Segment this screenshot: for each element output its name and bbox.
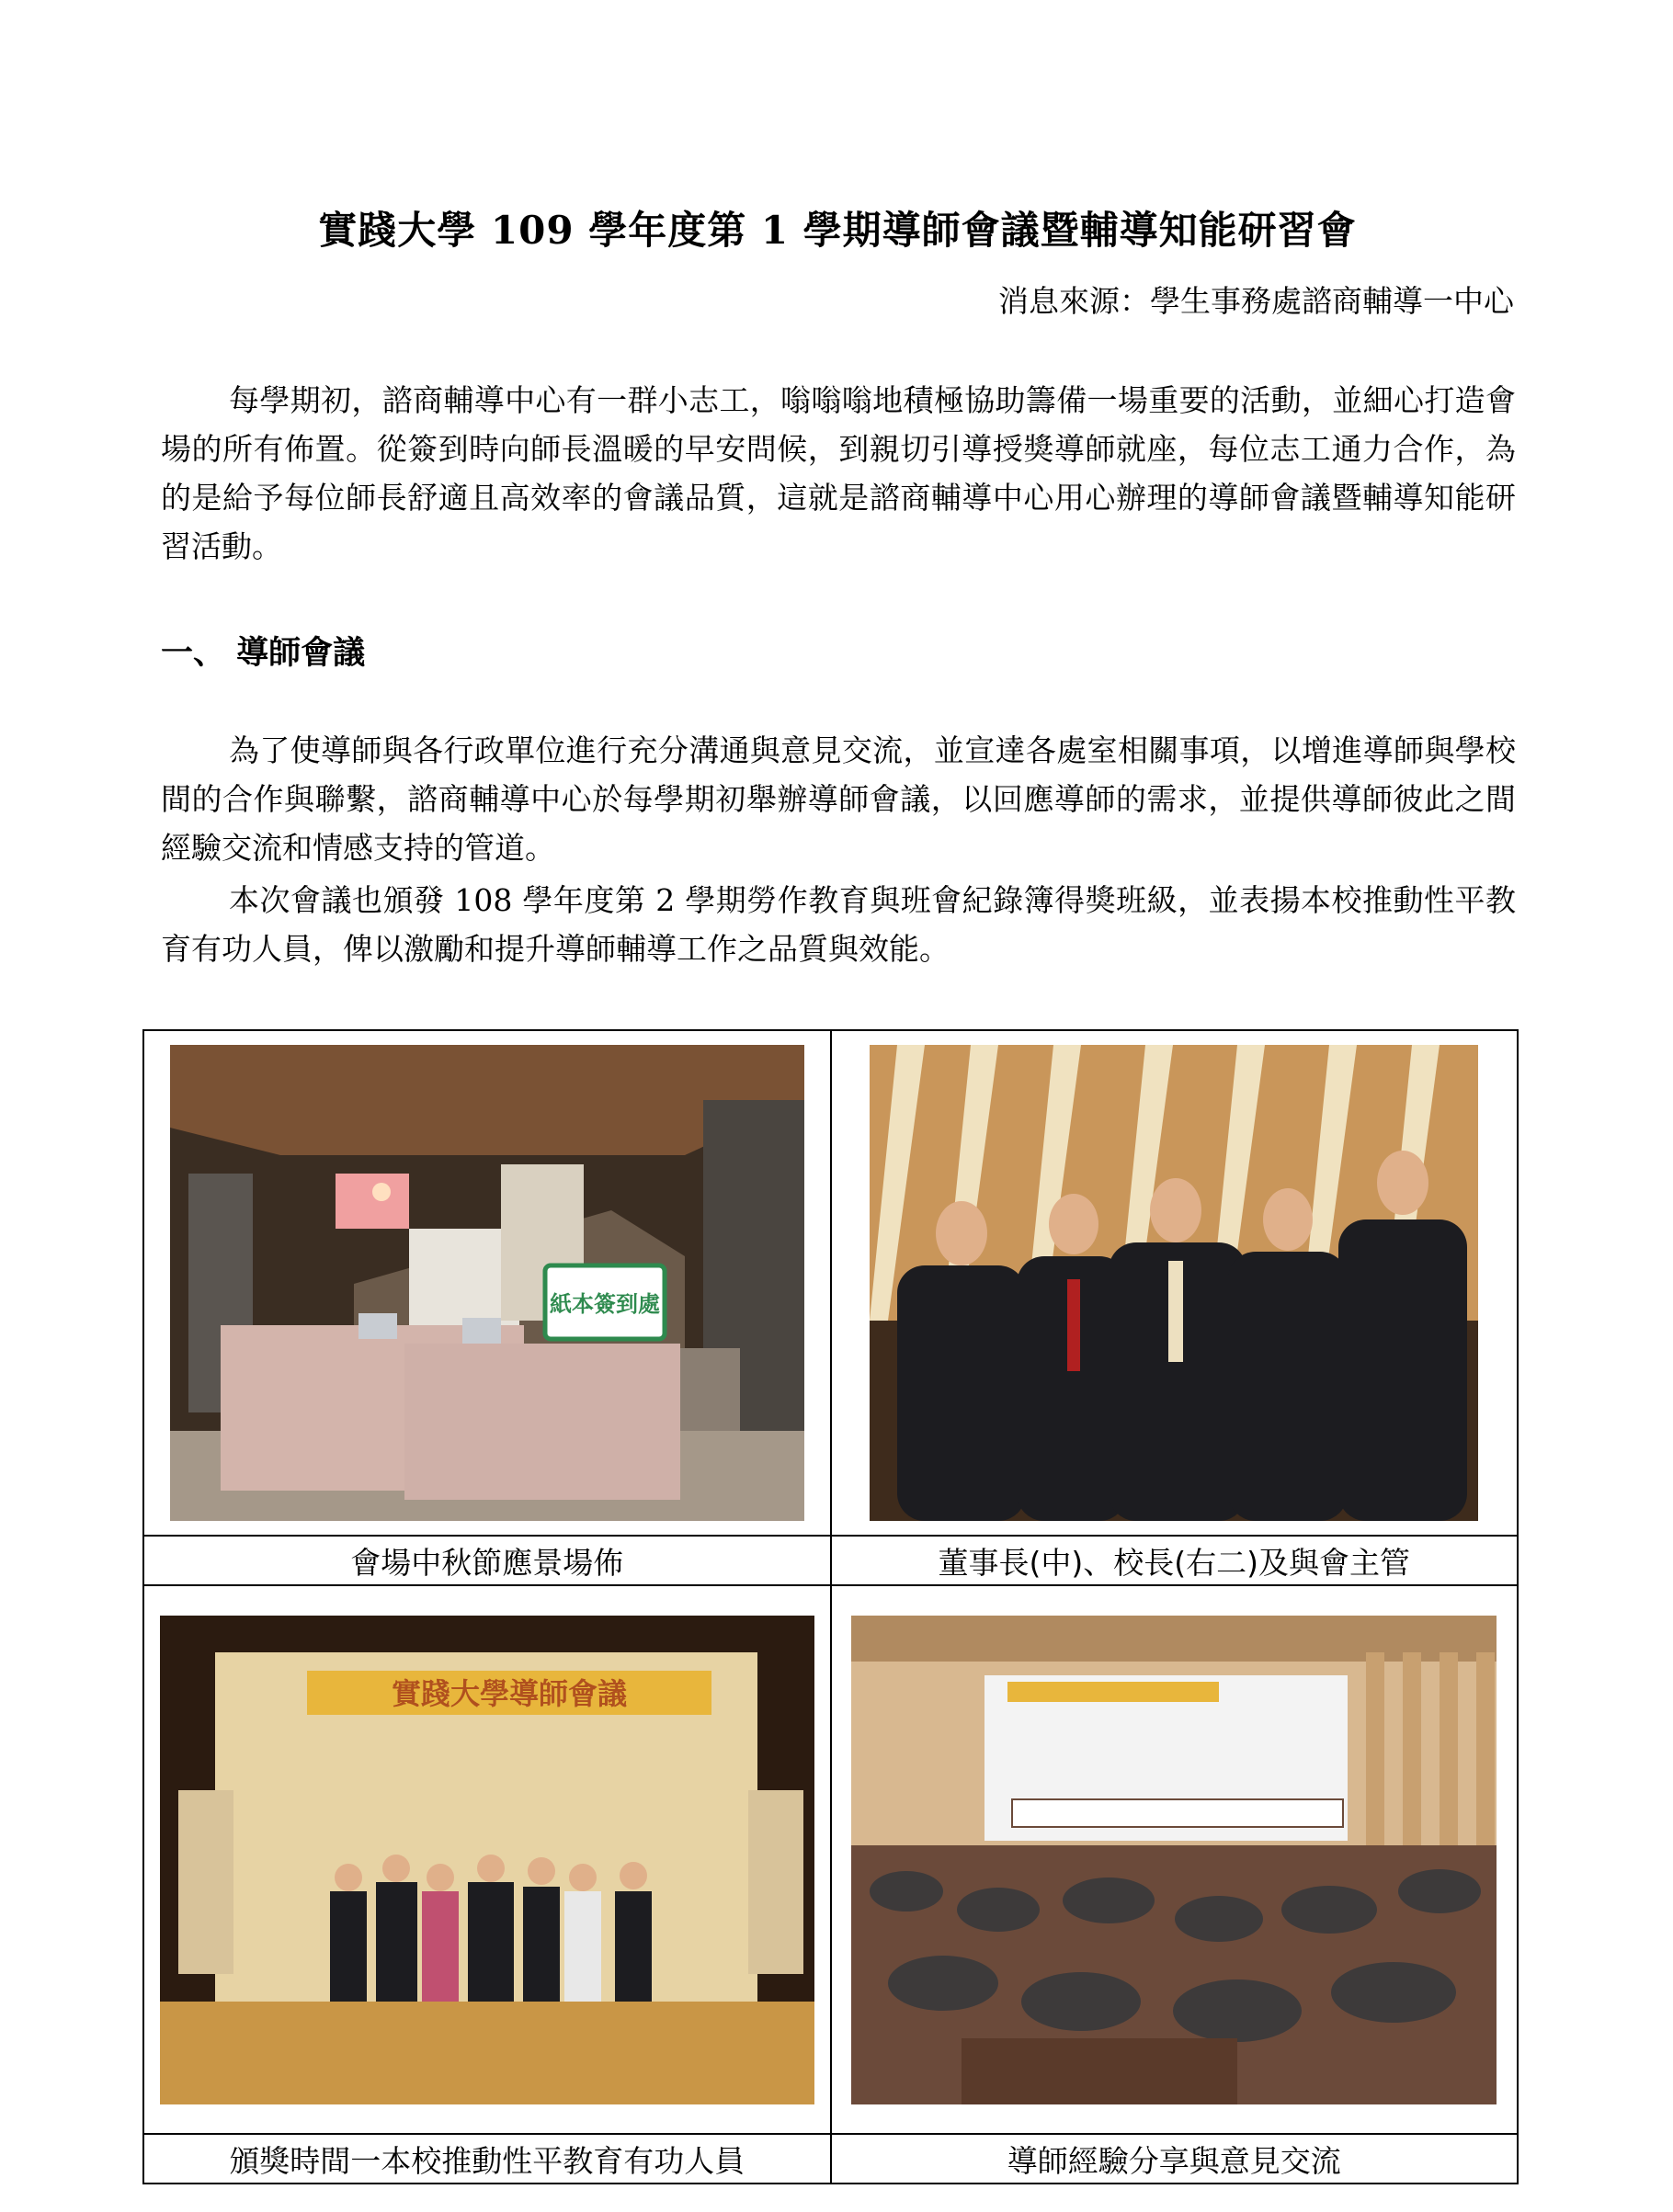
photo-sign-text: 紙本簽到處 [549,1291,660,1317]
photo-banner-text: 實踐大學導師會議 [391,1675,627,1711]
section1-paragraph-1: 為了使導師與各行政單位進行充分溝通與意見交流，並宣達各處室相關事項，以增進導師與學校間的合作與聯繫，諮商輔導中心於每學期初舉辦導師會議，以回應導師的需求，並提供導師彼此之間經驗交流和情感支持的管道。 [161,732,1516,866]
photo-venue-decoration [170,1045,804,1521]
photo-cell-2 [831,1030,1519,1536]
photo-cell-4 [831,1585,1519,2134]
document-title: 實踐大學 109 學年度第 1 學期導師會議暨輔導知能研習會 [318,208,1357,253]
section1-paragraph-2: 本次會議也頒發 108 學年度第 2 學期勞作教育與班會紀錄簿得獎班級，並表揚本校推動性平教育有功人員，俾以激勵和提升導師輔導工作之品質與效能。 [161,882,1516,967]
photo-cell-1 [143,1030,831,1536]
news-source: 消息來源：學生事務處諮商輔導一中心 [998,283,1514,319]
caption-1: 會場中秋節應景場佈 [143,1536,831,1585]
intro-paragraph: 每學期初，諮商輔導中心有一群小志工，嗡嗡嗡地積極協助籌備一場重要的活動，並細心打造會場的所有佈置。從簽到時向師長溫暖的早安問候，到親切引導授獎導師就座，每位志工通力合作，為的是給予每位師長舒適且高效率的會議品質，這就是諮商輔導中心用心辦理的導師會議暨輔導知能研習活動。 [161,382,1516,564]
caption-4: 導師經驗分享與意見交流 [831,2134,1519,2184]
section-heading-tutor-meeting: 一、 導師會議 [161,635,366,672]
photo-audience-discussion [851,1616,1497,2104]
caption-2: 董事長(中)、校長(右二)及與會主管 [831,1536,1519,1585]
photo-table [142,1029,1519,2184]
photo-cell-3 [143,1585,831,2134]
photo-award-ceremony [160,1616,814,2104]
photo-chairman-president [870,1045,1478,1521]
caption-3: 頒獎時間一本校推動性平教育有功人員 [143,2134,831,2184]
